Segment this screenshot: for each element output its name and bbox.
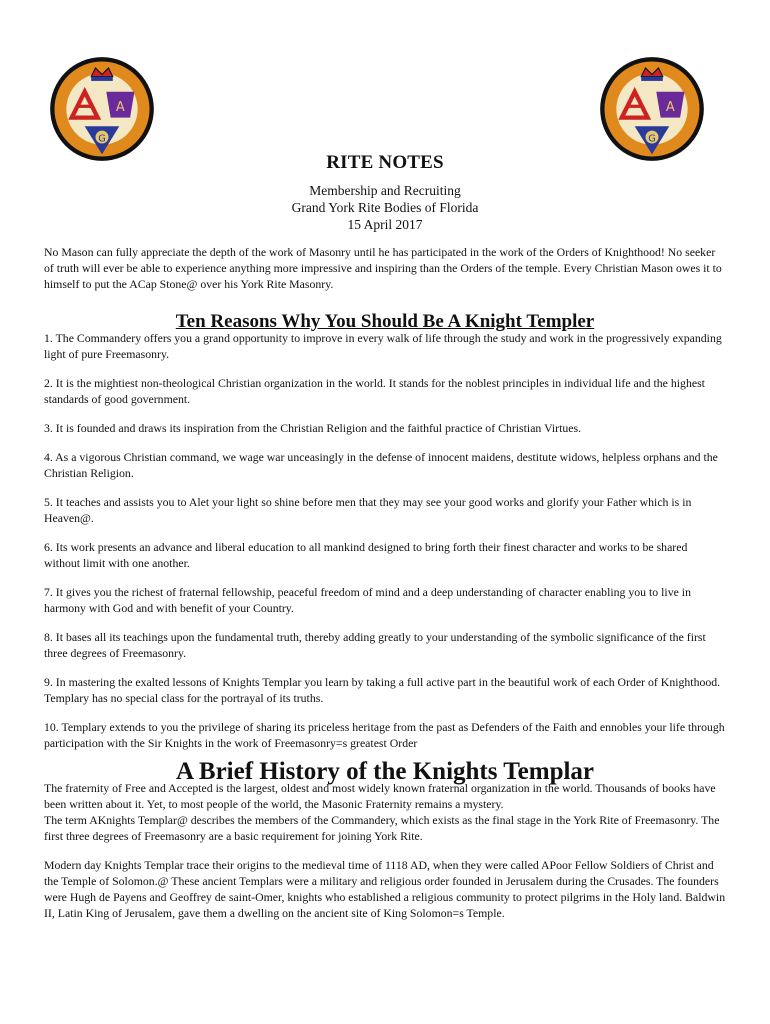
york-rite-emblem-left <box>48 55 156 163</box>
reason-item: 5. It teaches and assists you to Alet your light so shine before men that they may see your good works and glorify your Father which is in Heaven@. <box>44 495 692 525</box>
reason-item: 1. The Commandery offers you a grand opportunity to improve in every walk of life through the study and work in the progressively expanding light of pure Freemasonry. <box>44 331 722 361</box>
reason-item: 7. It gives you the richest of fraternal fellowship, peaceful freedom of mind and a deep understanding of character enabling you to live in harmony with God and with benefit of your Country. <box>44 585 691 615</box>
document-title: RITE NOTES <box>326 152 444 173</box>
svg-text:G: G <box>648 133 656 145</box>
reason-item: 3. It is founded and draws its inspiration from the Christian Religion and the faithful practice of Christian Virtues. <box>44 421 582 435</box>
subtitle-organization: Grand York Rite Bodies of Florida <box>291 200 479 215</box>
reasons-heading: Ten Reasons Why You Should Be A Knight Templer <box>175 311 595 332</box>
york-rite-emblem-right <box>598 55 706 163</box>
reason-item: 4. As a vigorous Christian command, we wage war unceasingly in the defense of innocent maidens, destitute widows, helpless orphans and the Christian Religion. <box>44 450 718 480</box>
reason-item: 6. Its work presents an advance and liberal education to all mankind designed to bring forth their finest character and works to be shared without limit with one another. <box>44 540 688 570</box>
history-paragraph: The fraternity of Free and Accepted is the largest, oldest and most widely known fraternal organization in the world. Thousands of books have been written about it. Yet, to most people of the world, the Masonic Fraternity remains a mystery. <box>44 781 716 811</box>
document-date: 15 April 2017 <box>347 217 423 232</box>
history-paragraph: Modern day Knights Templar trace their origins to the medieval time of 1118 AD, when they were called APoor Fellow Soldiers of Christ and the Temple of Solomon.@ These ancient Templars were a military and religious order founded in Jerusalem during the Crusades. The founders were Hugh de Payens and Geoffrey de saint-Omer, knights who established a religious community to protect pilgrims in the Holy land. Baldwin II, Latin King of Jerusalem, gave them a dwelling on the ancient site of King Solomon=s Temple. <box>44 858 726 920</box>
svg-text:A: A <box>665 100 675 116</box>
intro-paragraph: No Mason can fully appreciate the depth of the work of Masonry until he has participated in the work of the Orders of Knighthood! No seeker of truth will ever be able to experience anything more impressive and inspiring than the Orders of the temple. Every Christian Mason owes it to himself to put the ACap Stone@ over his York Rite Masonry. <box>44 245 722 291</box>
reason-item: 10. Templary extends to you the privilege of sharing its priceless heritage from the past as Defenders of the Faith and ennobles your life through participation with the Sir Knights in the work of Freemasonry=s greatest Order <box>44 720 725 750</box>
history-heading: A Brief History of the Knights Templar <box>175 758 595 785</box>
svg-text:G: G <box>98 133 106 145</box>
reason-item: 2. It is the mightiest non-theological Christian organization in the world. It stands for the noblest principles in individual life and the highest standards of good government. <box>44 376 705 406</box>
document-header <box>0 152 770 233</box>
reason-item: 8. It bases all its teachings upon the fundamental truth, thereby adding greatly to your understanding of the symbolic significance of the first three degrees of Freemasonry. <box>44 630 706 660</box>
history-paragraph: The term AKnights Templar@ describes the members of the Commandery, which exists as the final stage in the York Rite of Freemasonry. The first three degrees of Freemasonry are a basic requirement for joining York Rite. <box>44 813 720 843</box>
subtitle-membership: Membership and Recruiting <box>309 183 461 198</box>
svg-text:A: A <box>115 100 125 116</box>
document-body <box>44 244 726 921</box>
reason-item: 9. In mastering the exalted lessons of Knights Templar you learn by taking a full active part in the beautiful work of each Order of Knighthood. Templary has no special class for the portrayal of its truths. <box>44 675 721 705</box>
